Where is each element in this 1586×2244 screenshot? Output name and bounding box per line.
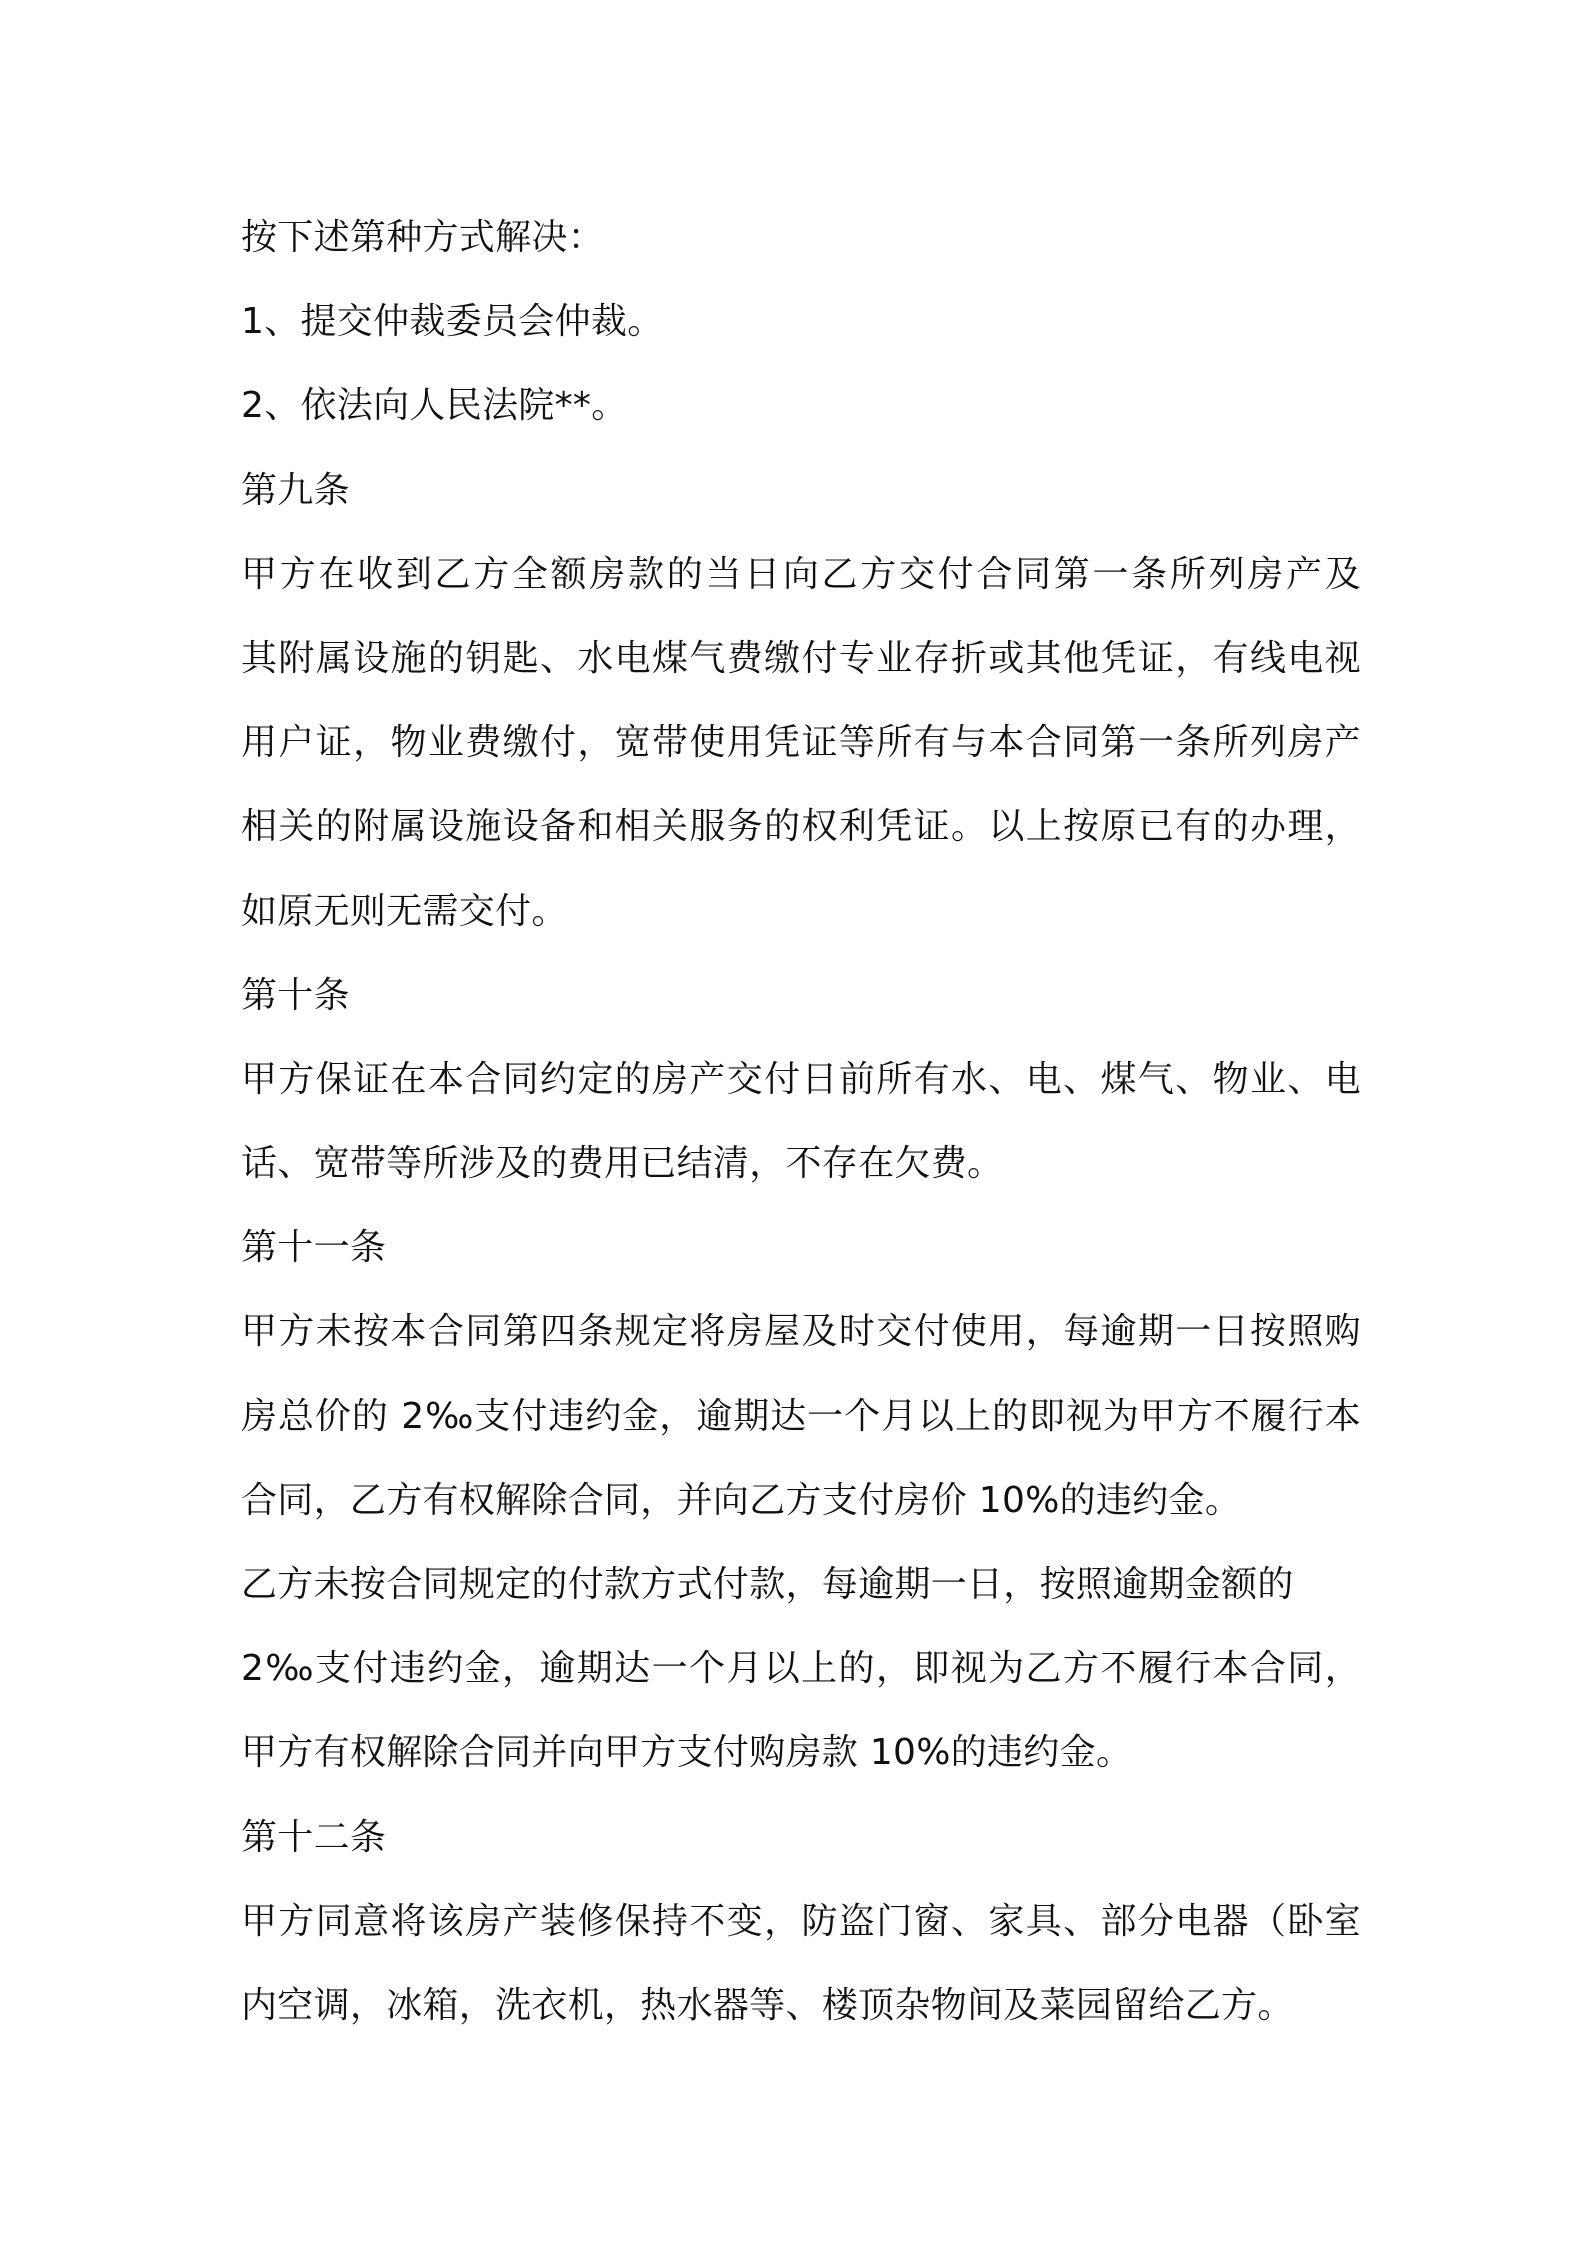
text-line: 内空调，冰箱，洗衣机，热水器等、楼顶杂物间及菜园留给乙方。 xyxy=(241,1984,1294,2026)
article-heading: 第十二条 xyxy=(241,1816,387,1858)
text-line: 相关的附属设施设备和相关服务的权利凭证。以上按原已有的办理， xyxy=(241,806,1361,848)
text-line: 按下述第种方式解决： xyxy=(241,217,605,258)
document-body xyxy=(241,196,1361,2048)
text-line: 乙方未按合同规定的付款方式付款，每逾期一日，按照逾期金额的 xyxy=(241,1564,1294,1605)
text-line: 房总价的 2‰支付违约金，逾期达一个月以上的即视为甲方不履行本 xyxy=(241,1395,1361,1437)
text-line: 其附属设施的钥匙、水电煤气费缴付专业存折或其他凭证，有线电视 xyxy=(241,637,1361,679)
text-line: 如原无则无需交付。 xyxy=(241,890,568,932)
list-item: 1、提交仲裁委员会仲裁。 xyxy=(241,301,664,343)
article-heading: 第十一条 xyxy=(241,1227,387,1269)
article-heading: 第九条 xyxy=(241,469,350,511)
text-line: 甲方在收到乙方全额房款的当日向乙方交付合同第一条所列房产及 xyxy=(241,553,1361,595)
text-line: 甲方未按本合同第四条规定将房屋及时交付使用，每逾期一日按照购 xyxy=(241,1311,1361,1353)
text-line: 用户证，物业费缴付，宽带使用凭证等所有与本合同第一条所列房产 xyxy=(241,722,1361,764)
text-line: 甲方有权解除合同并向甲方支付购房款 10%的违约金。 xyxy=(241,1732,1133,1774)
text-line: 合同，乙方有权解除合同，并向乙方支付房价 10%的违约金。 xyxy=(241,1479,1242,1521)
text-line: 甲方保证在本合同约定的房产交付日前所有水、电、煤气、物业、电 xyxy=(241,1058,1361,1100)
article-heading: 第十条 xyxy=(241,974,350,1016)
text-line: 话、宽带等所涉及的费用已结清，不存在欠费。 xyxy=(241,1143,1004,1185)
text-line: 甲方同意将该房产装修保持不变，防盗门窗、家具、部分电器（卧室 xyxy=(241,1900,1361,1942)
list-item: 2、依法向人民法院**。 xyxy=(241,385,628,427)
text-line: 2‰支付违约金，逾期达一个月以上的，即视为乙方不履行本合同， xyxy=(241,1648,1361,1690)
